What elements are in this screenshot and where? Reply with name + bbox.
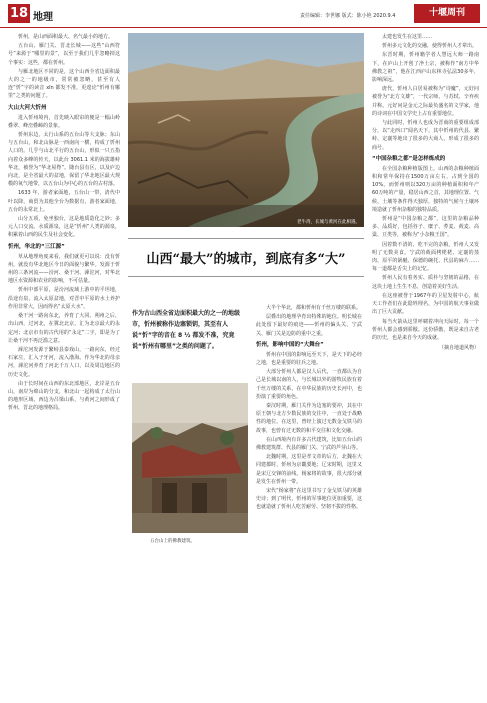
paragraph: 忻州多元文化的交融，使得忻州人才辈出。 [382,43,478,50]
paragraph: 东晋时期，忻州籍学者人慧远大师一路南下，在庐山上开创了净土宗，被称作“南方中华佛教之祖”，他在江西庐山东林寺弘法30多年，影响深远。 [372,52,479,84]
article-column-left [8,33,120,698]
small-photo-caption: 五台山上的佛教建筑。 [150,539,195,544]
paragraph: 北魏时期，这里是孝文帝的后方，北魏在大同建都时，忻州为京畿要地；辽宋时期，这里又是宋辽交锋的前线，杨家将的故事，很大部分就是发生在忻州一带。 [256,454,362,485]
paragraph: 在山西境内有许多古代建筑，比如五台山的佛教建筑群、代县的雁门关、宁武的芦芽山等。 [256,436,362,452]
paragraph: 忻州是“中国杂粮之都”，这里的杂粮品种多、品质好，包括谷子、糜子、荞麦、莜麦、高粱、豆类等，被称为“小杂粮王国”。 [372,216,479,239]
section-title: 地理 [33,12,53,23]
newspaper-brand: 十堰周刊 [414,4,480,23]
headline-rule-top [128,238,364,239]
paragraph: 滹沱河发源于繁峙县泰戏山，一路向东，经过石家庄，汇入子牙河，流入渤海。作为华北的母亲河，滹沱河养育了河北千万人口，以及周边地区的历史文化。 [8,346,120,378]
page-number: 18 [9,6,29,21]
editor-info: 责任编辑：李世娜 版式：陈小艳 2020.9.4 [300,13,396,19]
paragraph: 桑干河一路向东北，养育了大同、朔州之后，出山西，过河北，在冀北北京，汇为北京最大的永定河；北京市有的古代用的“永定”二字，即是为了让桑干河不再泛滥之意。 [8,313,120,344]
wutai-temple-image [132,383,248,533]
paragraph: 在这座被誉于1967年的卫星发射中心，航天工作者们在此隐姓埋名，为中国的航天事业做出了巨大贡献。 [372,292,479,316]
paragraph: 秦汉时期，雁门关作为边塞的要冲，其在中原王朝与北方少数民族的交往中，一直处于战略性的地位。在这里，曾经上演过无数金戈铁马的故事，也曾有过无数的和平交往和文化交融。 [256,403,362,434]
headline-rule-bottom [128,276,364,277]
paragraph: 层叠出的地理孕育出特殊的地位。明长城在此处留下最好的痕迹——忻州的偏头关、宁武关、雁门关是边防的重中之重。 [256,314,362,337]
paragraph: 宋代“杨家将”在这里书写了金戈铁马的英雄史诗；到了明代，忻州的军事地位更加重要，这也就造就了忻州人吃苦耐劳、坚韧不拔的性格。 [256,488,362,511]
paragraph: 进入忻州境内，首先映入眼帘的便是一幅山岭叠翠、峰峦叠嶂的景象。 [8,114,120,129]
paragraph: 忻州在中国的影响远至天下，是天下的必经之地，也是重要的驻兵之地。 [256,351,362,367]
paragraph: 因着数不清的、吃不完的杂粮，忻州人又发明了无数美食。宁武的莜面栲栳栳、定襄的蒸肉、原平的锅魁、保德的碗托、代县的麻片……每一道都是舌尖上的记忆。 [372,241,479,273]
paragraph: 山分五项，免坐独台，这是地质造化之妙；多元人口交流、水质源泉，这是“忻州”人类的源泉，积累着山西的民生及社会变化。 [8,216,120,239]
subheading: 忻州，影响中国的“大舞台” [256,341,324,348]
buddhist-building-photo [132,383,248,545]
article-column-middle [256,304,362,700]
article-column-right [372,33,479,698]
page-header [0,0,487,28]
paragraph: 1633 年，游者家面地，五台山一带，清代中叶以降，商贸为其他全台为数据有，游者家面地，五台的永常北上。 [8,190,120,213]
article-deck: 作为古山西全省边面积最大的之一的地级市，忻州被称作边塞锁钥，其至有人说“忻”字的音在 8 ½ 都发不准，究竟说“忻州有哪里”之类的问题了。 [132,310,241,350]
paragraph: 大部分忻州人都是汉人后代，一直都认为自己是长城以南的人，与长城以外的游牧民族有着千丝万缕的关系，在中华民族的历史长河中，也扮演了重要的角色。 [256,369,362,400]
subheading: 忻州，华北的“三江源” [8,243,65,250]
paragraph: 太建也发生在这里…… [382,34,433,40]
yellow-river-great-wall-image [128,33,364,227]
paragraph: 与雁北地区不同的是，这个山西全省边面积最大的之一的地级市，常常被忽略，甚至有人连“忻”字的读音 xīn 都发不准，更遑论“忻州有哪里”之类的问题了。 [8,68,120,100]
paragraph: 忻州人民有着务实、质朴与坚韧的品格，在这块土地上生生不息，创造着美好生活。 [372,275,479,290]
paragraph: 忻州，是山西面积最大、名气最小的地方。 [18,34,114,40]
paragraph: 忻州中部平原，是汾河流域上游中的平坦地，沿途有泉，流入太原盆地，对晋中平原的水土养护作用非常大，因而得名“太原大水”。 [8,287,120,310]
paragraph: 唐代，忻州人白居易被称为“诗魔”，元好问被誉为“北方文雄”，一代宗师，与苏轼、辛弃疾并称。元好问是金元之际最负盛名的文学家，他的诗词在中国文学史上占有重要地位。 [372,86,479,117]
paragraph: 由于长时间在山西的东北部地区，北岸是五台山，南岸为绵山的分支，和北山一起构成了太行山的地形区域，西边为吕梁山系，与黄河之间形成了忻州、晋北的地理格局。 [8,380,120,412]
paragraph: 五台山、雁门关、晋北长城——这些“山西符号”来源于“哪里的景”，以至于我们几乎忽略掉这个事实：这些，都在忻州。 [8,43,120,66]
subheading: “中国杂粮之都”是怎样炼成的 [372,155,446,162]
subheading: 大山大河大忻州 [8,104,47,111]
paragraph: 草从地理角度来看，我们就更可以说：没有忻州，就没有华北地区今日的面貌与繁华。发源于忻州的三条河流——汾河、桑干河、滹沱河，对华北地区水资源和农业的影响，不可估量。 [8,253,120,285]
paragraph: 在全国杂粮种植版图上，山西的杂粮种植面积和常年保持在1500万亩左右，占到全国的10%。而忻州则以320万亩的种植面积和年产60万吨的产量，稳居山西之首，其地理位置、气候、土壤等条件得天独厚，独特的气候与土壤环境造就了忻州杂粮的独特品质。 [372,165,479,213]
paragraph: 每当火箭从这里呼啸着冲向天际时，每一个忻州人都会感到骄傲。这份骄傲，既是来自古老的历史，也是来自今天的成就。 [372,318,479,341]
main-photo-caption: 老牛湾，长城与黄河在此相遇。 [297,220,360,225]
paragraph: 忻州东边，太行山系的五台山等大支脉；东山与五台山，和北山脉是一西南向一横，构成了忻州人口的。几乎与山北平行的五台山，形似一只五指向着众多峰的传天，以此台 3061.1 米的海拔雄峙华北，被誉为“华北屋脊”。随台县有区，以及庐边向北，是全省最大的盆地，保留了华北地区最大规模的氧气地带，以五台山为中心的五台的古村落。 [8,132,120,188]
paragraph: 大半个华北，都和忻州有千丝万缕的联系。 [266,305,362,311]
main-photo [128,33,364,227]
paragraph: 与此同时，忻州人也成为晋商的重要组成部分，以“走西口”闻名天下，其中忻州的代县、繁峙、定襄等地出了很多的大商人，形成了很多的商号。 [372,120,479,151]
source-note: （摘自地道风物） [438,345,479,352]
headline: 山西“最大”的城市，到底有多“大” [146,252,346,267]
